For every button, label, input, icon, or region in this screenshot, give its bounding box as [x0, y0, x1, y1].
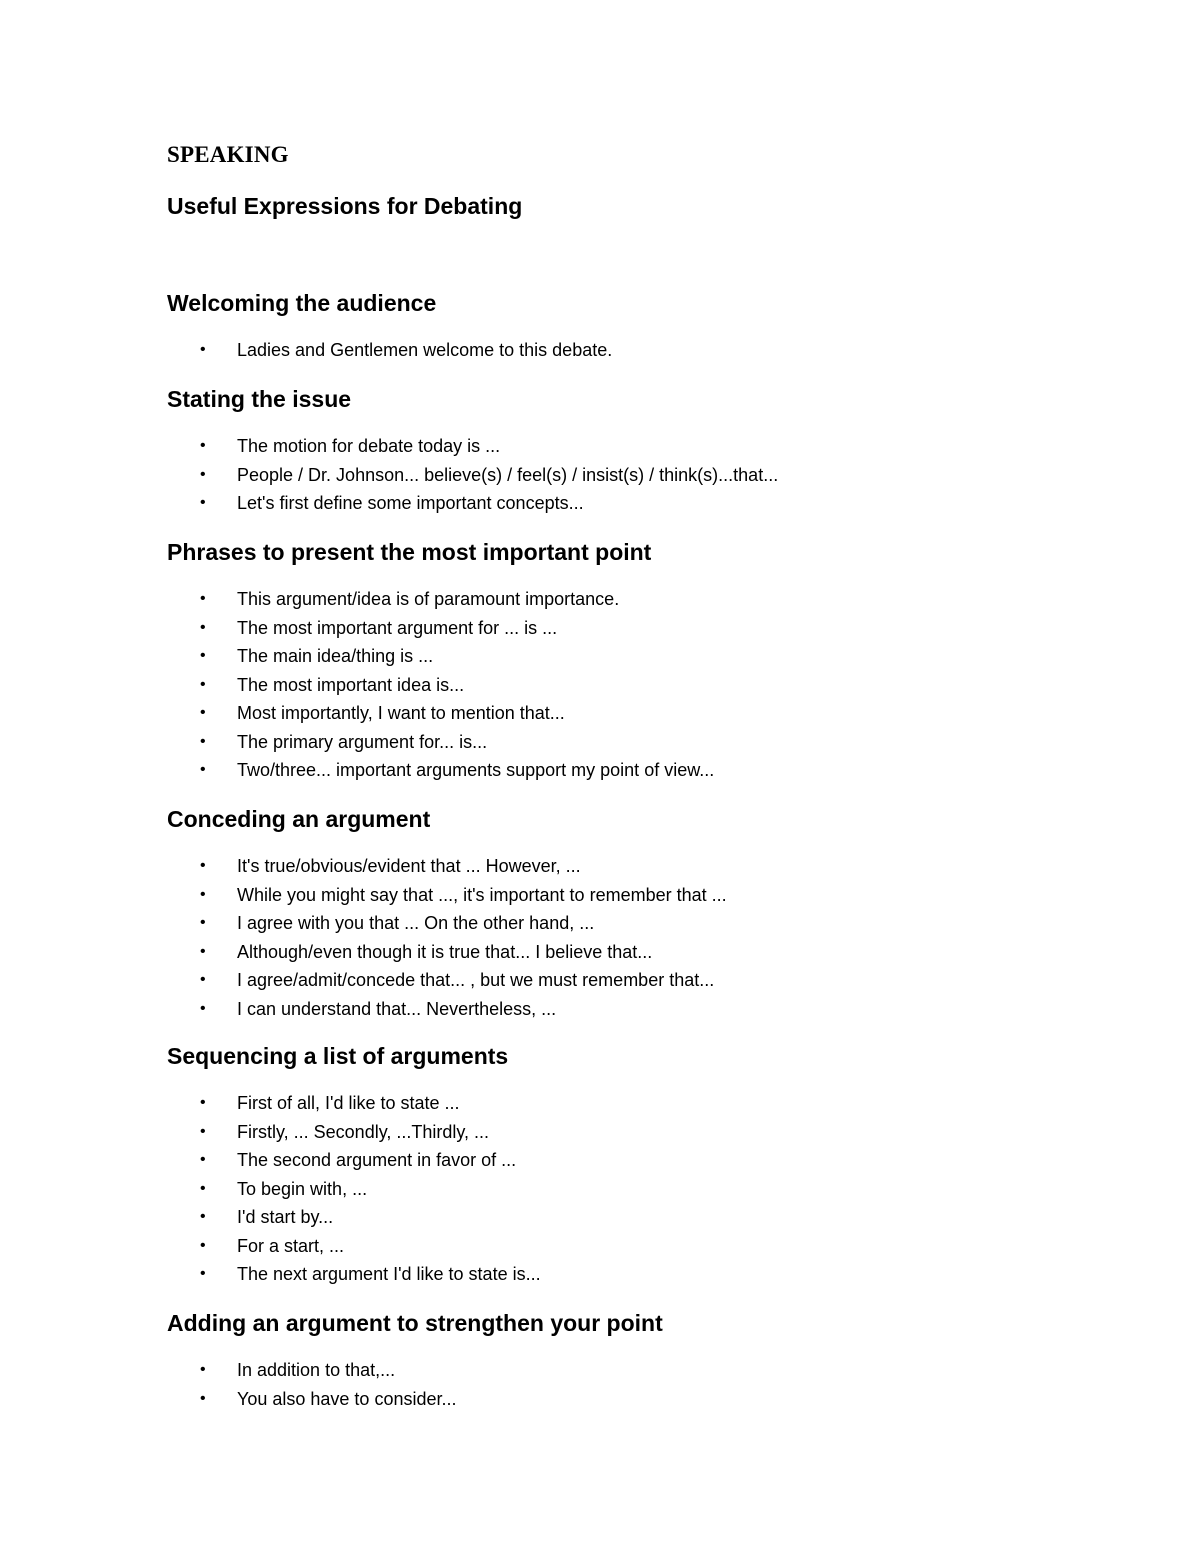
- list-item: [167, 1118, 1127, 1147]
- list-item: [167, 1356, 1127, 1385]
- bullet-icon: •: [200, 1389, 206, 1407]
- list-item: [167, 852, 1127, 881]
- list-item: [167, 461, 1127, 490]
- list-item-text: The primary argument for... is...: [237, 731, 488, 752]
- list-item: [167, 1385, 1127, 1414]
- list-item: [167, 1089, 1127, 1118]
- list-item-text: People / Dr. Johnson... believe(s) / feel(s) / insist(s) / think(s)...that...: [237, 464, 779, 485]
- list-item: [167, 1232, 1127, 1261]
- list-item-text: The most important idea is...: [237, 674, 465, 695]
- list-item-text: I can understand that... Nevertheless, ...: [237, 998, 557, 1019]
- section-heading: Stating the issue: [167, 386, 352, 412]
- list-item: [167, 699, 1127, 728]
- list-item-text: The most important argument for ... is ...: [237, 617, 558, 638]
- list-item: [167, 1260, 1127, 1289]
- list-item-text: The second argument in favor of ...: [237, 1150, 517, 1170]
- list-item-text: Two/three... important arguments support my point of view...: [237, 760, 715, 780]
- list-item: [167, 728, 1127, 757]
- section: [167, 1308, 1127, 1413]
- bullet-icon: •: [200, 1208, 206, 1225]
- bullet-icon: •: [200, 465, 206, 483]
- list-item-text: First of all, I'd like to state ...: [237, 1093, 460, 1113]
- bullet-icon: •: [200, 494, 206, 511]
- list-item-text: In addition to that,...: [237, 1360, 396, 1380]
- document-title: SPEAKING: [167, 142, 289, 167]
- list-item: [167, 642, 1127, 671]
- list-item: [167, 489, 1127, 518]
- list-item-text: The motion for debate today is ...: [237, 436, 501, 456]
- list-item-text: I agree/admit/concede that... , but we must remember that...: [237, 970, 715, 990]
- bullet-icon: •: [200, 1236, 206, 1254]
- list-item: [167, 1146, 1127, 1175]
- section: [167, 384, 1127, 518]
- list-item: [167, 995, 1127, 1024]
- bullet-icon: •: [200, 437, 206, 454]
- bullet-icon: •: [200, 857, 206, 874]
- bullet-icon: •: [200, 675, 206, 693]
- section: [167, 804, 1127, 1023]
- section: [167, 288, 1127, 365]
- bullet-list: [167, 432, 1127, 518]
- section: [167, 1041, 1127, 1289]
- bullet-list: [167, 1356, 1127, 1413]
- bullet-icon: •: [200, 1361, 206, 1378]
- bullet-icon: •: [200, 732, 206, 750]
- bullet-icon: •: [200, 999, 206, 1017]
- list-item-text: Firstly, ... Secondly, ...Thirdly, ...: [237, 1121, 490, 1142]
- bullet-list: [167, 336, 1127, 365]
- list-item: [167, 336, 1127, 365]
- list-item: [167, 909, 1127, 938]
- list-item: [167, 1203, 1127, 1232]
- bullet-icon: •: [200, 647, 206, 664]
- section-heading: Conceding an argument: [167, 806, 431, 832]
- list-item-text: It's true/obvious/evident that ... However, ...: [237, 856, 581, 876]
- list-item: [167, 671, 1127, 700]
- bullet-icon: •: [200, 971, 206, 988]
- list-item-text: Most importantly, I want to mention that...: [237, 703, 565, 723]
- list-item-text: This argument/idea is of paramount importance.: [237, 589, 620, 609]
- list-item: [167, 614, 1127, 643]
- list-item-text: I'd start by...: [237, 1207, 334, 1227]
- bullet-icon: •: [200, 914, 206, 931]
- list-item: [167, 432, 1127, 461]
- list-item-text: Ladies and Gentlemen welcome to this debate.: [237, 340, 613, 360]
- bullet-icon: •: [200, 1151, 206, 1168]
- list-item: [167, 881, 1127, 910]
- bullet-icon: •: [200, 1122, 206, 1140]
- section-heading: Phrases to present the most important point: [167, 539, 652, 565]
- bullet-icon: •: [200, 618, 206, 636]
- bullet-icon: •: [200, 1094, 206, 1111]
- section-heading: Welcoming the audience: [167, 290, 437, 316]
- list-item-text: To begin with, ...: [237, 1178, 368, 1199]
- list-item: [167, 756, 1127, 785]
- bullet-list: [167, 1089, 1127, 1289]
- section-heading: Sequencing a list of arguments: [167, 1043, 509, 1069]
- bullet-icon: •: [200, 761, 206, 778]
- list-item: [167, 966, 1127, 995]
- list-item-text: You also have to consider...: [237, 1388, 457, 1409]
- bullet-icon: •: [200, 1265, 206, 1282]
- bullet-icon: •: [200, 590, 206, 607]
- list-item-text: For a start, ...: [237, 1235, 345, 1256]
- list-item: [167, 585, 1127, 614]
- bullet-list: [167, 585, 1127, 785]
- list-item: [167, 1175, 1127, 1204]
- list-item: [167, 938, 1127, 967]
- bullet-list: [167, 852, 1127, 1023]
- bullet-icon: •: [200, 942, 206, 960]
- bullet-icon: •: [200, 704, 206, 721]
- list-item-text: I agree with you that ... On the other hand, ...: [237, 913, 595, 933]
- bullet-icon: •: [200, 341, 206, 358]
- section: [167, 537, 1127, 785]
- bullet-icon: •: [200, 1179, 206, 1197]
- list-item-text: While you might say that ..., it's important to remember that ...: [237, 884, 727, 905]
- document-subtitle: Useful Expressions for Debating: [167, 193, 523, 219]
- bullet-icon: •: [200, 885, 206, 903]
- list-item-text: Let's first define some important concepts...: [237, 493, 584, 513]
- section-heading: Adding an argument to strengthen your point: [167, 1310, 663, 1336]
- list-item-text: The next argument I'd like to state is...: [237, 1264, 541, 1284]
- list-item-text: Although/even though it is true that... I believe that...: [237, 941, 653, 962]
- list-item-text: The main idea/thing is ...: [237, 646, 434, 666]
